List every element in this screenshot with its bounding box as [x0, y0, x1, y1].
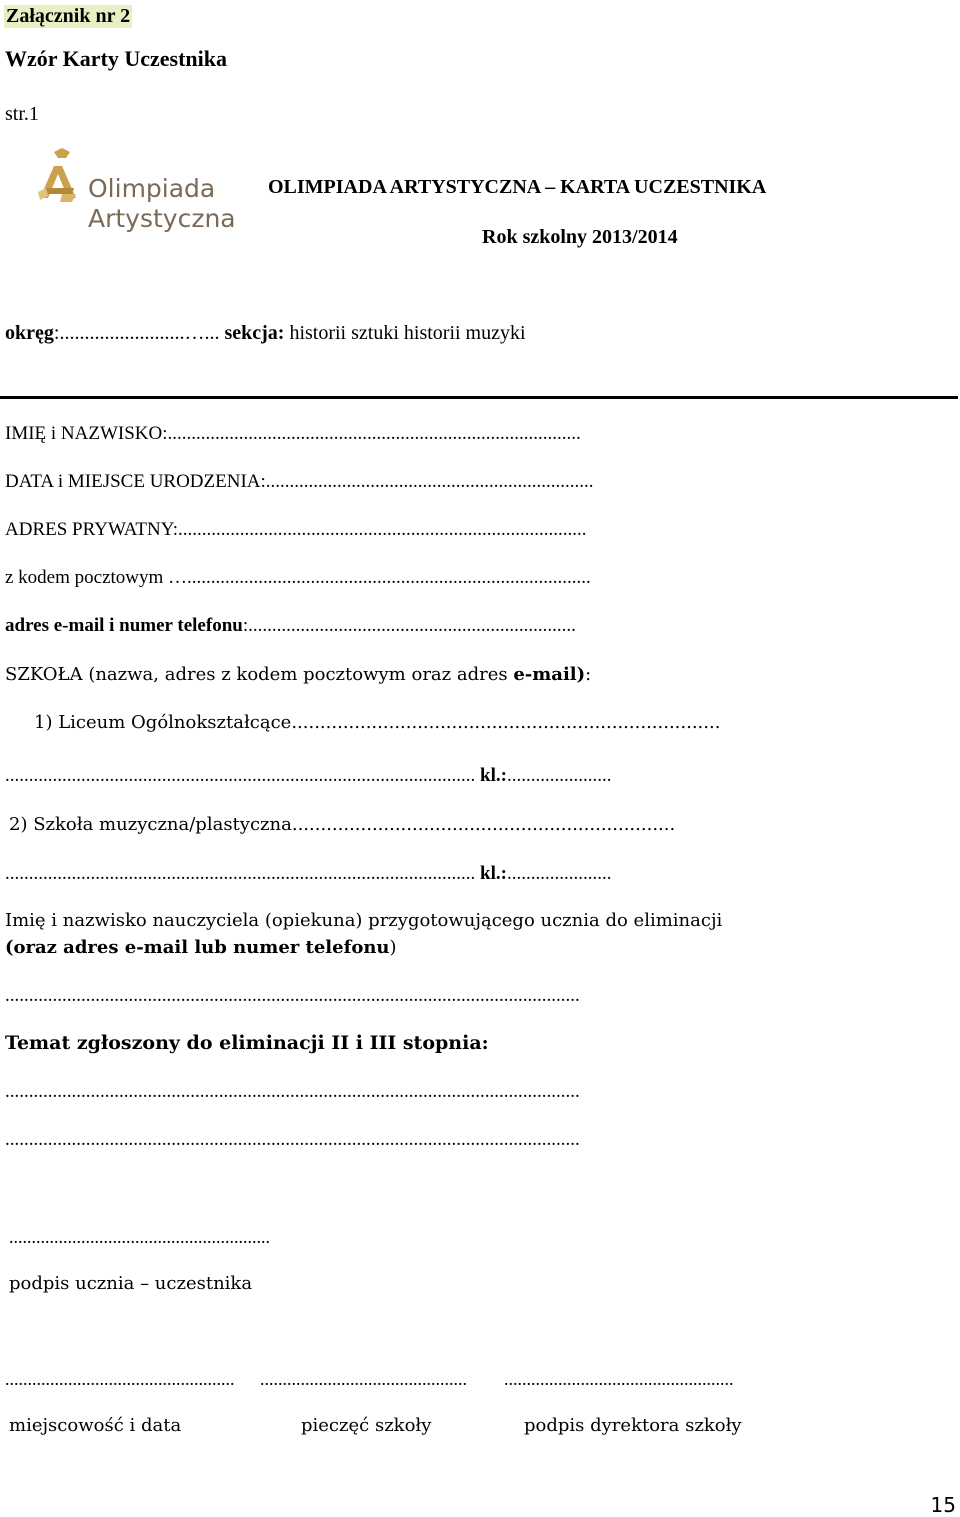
teacher-line-2-end: ) — [389, 937, 397, 958]
school1-number: 1) — [34, 712, 53, 733]
section-divider — [0, 396, 958, 399]
class-label: kl.: — [480, 765, 507, 786]
place-date-dots: ................................................... — [5, 1369, 235, 1389]
school-heading-bold: e-mail) — [513, 664, 586, 685]
teacher-line-1: Imię i nazwisko nauczyciela (opiekuna) przygotowującego ucznia do eliminacji — [5, 910, 723, 931]
template-title: Wzór Karty Uczestnika — [5, 46, 227, 71]
section-options: historii sztuki historii muzyki — [289, 322, 526, 344]
school-heading — [5, 664, 591, 685]
teacher-line-2-bold: (oraz adres e-mail lub numer telefonu — [5, 937, 390, 958]
name-field: IMIĘ i NAZWISKO:....................................................................................... — [5, 423, 581, 444]
class2-label: kl.: — [480, 863, 507, 884]
logo-line-2: Artystyczna — [88, 204, 236, 233]
region-section-line — [5, 322, 526, 345]
school1-field — [34, 712, 720, 733]
region-label: okręg — [5, 322, 54, 344]
class2-dots: ...................... — [506, 863, 612, 884]
contact-dots: :..................................................................... — [242, 615, 576, 636]
school-heading-colon: : — [585, 664, 592, 685]
topic-dots-2: ......................................................................................................................... — [5, 1129, 580, 1150]
contact-field — [5, 615, 576, 637]
school2-field: 2) Szkoła muzyczna/plastyczna................................................................... — [9, 814, 676, 835]
address-field: ADRES PRYWATNY:...................................................................................... — [5, 519, 587, 540]
region-dots: :.........................…... — [53, 322, 220, 344]
school2-class-line — [5, 863, 611, 885]
stamp-dots: .............................................. — [260, 1369, 467, 1389]
student-signature-dots: .......................................................... — [9, 1227, 270, 1247]
logo-line-1: Olimpiada — [88, 174, 216, 203]
stamp-label: pieczęć szkoły — [301, 1415, 432, 1436]
class-dots: ...................... — [506, 765, 612, 786]
school-heading-text: SZKOŁA (nazwa, adres z kodem pocztowym oraz adres — [5, 664, 514, 685]
director-dots: ................................................... — [504, 1369, 734, 1389]
birth-field: DATA i MIEJSCE URODZENIA:..................................................................... — [5, 471, 594, 492]
topic-dots-1: ......................................................................................................................... — [5, 1081, 580, 1102]
postcode-field: z kodem pocztowym …..................................................................................... — [5, 567, 591, 588]
olympiad-logo-icon — [32, 148, 92, 218]
school1-name: Liceum Ogólnokształcące........................................................................... — [58, 712, 721, 733]
school1-class-line — [5, 765, 611, 787]
teacher-line-2 — [5, 937, 397, 958]
section-label: sekcja: — [224, 322, 285, 344]
school-year: Rok szkolny 2013/2014 — [482, 226, 678, 248]
teacher-dots: ......................................................................................................................... — [5, 985, 580, 1006]
olympiad-logo — [30, 146, 236, 238]
topic-label: Temat zgłoszony do eliminacji II i III stopnia: — [5, 1032, 489, 1054]
contact-label: adres e-mail i numer telefonu — [5, 615, 243, 636]
student-signature-label: podpis ucznia – uczestnika — [9, 1273, 253, 1294]
page-number: 15 — [930, 1493, 956, 1517]
school1-cont-dots: ................................................................................................... — [5, 765, 476, 786]
page-label: str.1 — [5, 103, 39, 125]
annex-label: Załącznik nr 2 — [6, 5, 131, 27]
director-label: podpis dyrektora szkoły — [524, 1415, 742, 1436]
school2-cont-dots: ................................................................................................... — [5, 863, 476, 884]
place-date-label: miejscowość i data — [9, 1415, 182, 1436]
form-title: OLIMPIADA ARTYSTYCZNA – KARTA UCZESTNIKA — [268, 176, 767, 198]
